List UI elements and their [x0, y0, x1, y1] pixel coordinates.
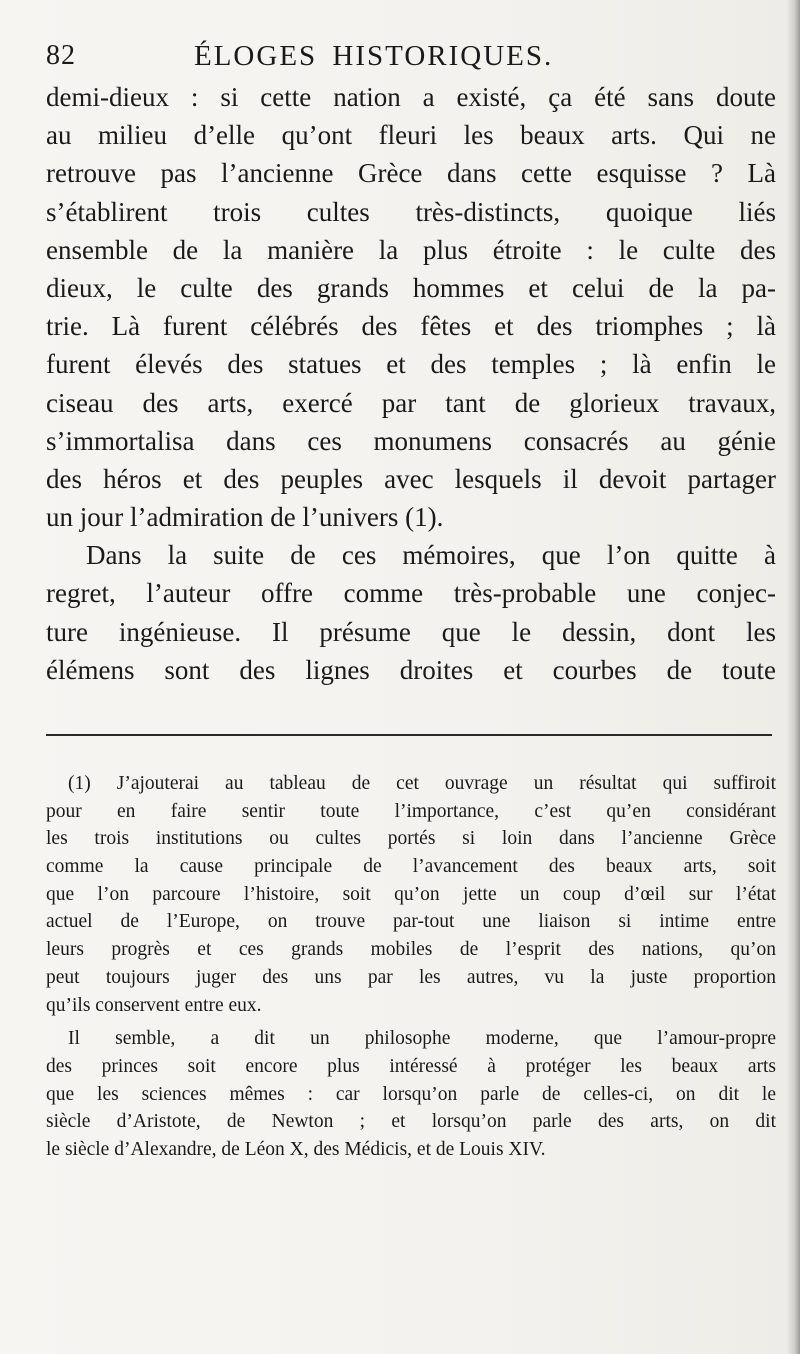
text-line: trie. Là furent célébrés des fêtes et des triomphes ; là [46, 311, 776, 342]
text-line: ture ingénieuse. Il présume que le dessin, dont les [46, 616, 776, 647]
footnote-line: qu’ils conservent entre eux. [46, 994, 262, 1016]
running-title: ÉLOGES HISTORIQUES. [194, 40, 554, 72]
footnote-line: le siècle d’Alexandre, de Léon X, des Médicis, et de Louis XIV. [46, 1138, 546, 1160]
footnote-line: Il semble, a dit un philosophe moderne, que l’amour-propre [68, 1028, 776, 1050]
text-line: élémens sont des lignes droites et courbes de toute [46, 654, 776, 685]
page-edge-shadow [786, 0, 800, 1354]
footnote-line: actuel de l’Europe, on trouve par-tout une liaison si intime entre [46, 911, 776, 933]
footnote-line: (1) J’ajouterai au tableau de cet ouvrage un résultat qui suffiroit [68, 773, 776, 794]
footnote-line: leurs progrès et ces grands mobiles de l’esprit des nations, qu’on [46, 939, 776, 961]
footnote-line: que l’on parcoure l’histoire, soit qu’on jette un coup d’œil sur l’état [46, 883, 776, 905]
footnote-line: comme la cause principale de l’avancement des beaux arts, soit [46, 856, 776, 878]
text-line: furent élevés des statues et des temples ; là enfin le [46, 349, 776, 380]
text-line: ciseau des arts, exercé par tant de glorieux travaux, [46, 387, 776, 418]
footnote-line: peut toujours juger des uns par les autres, vu la juste proportion [46, 966, 776, 988]
text-line: retrouve pas l’ancienne Grèce dans cette esquisse ? Là [46, 158, 776, 189]
footnote-line: que les sciences mêmes : car lorsqu’on parle de celles-ci, on dit le [46, 1083, 776, 1105]
text-line: s’immortalisa dans ces monumens consacrés au génie [46, 425, 776, 456]
page-header [46, 36, 776, 76]
text-line: au milieu d’elle qu’ont fleuri les beaux arts. Qui ne [46, 120, 776, 151]
footnote-separator [46, 734, 772, 736]
footnotes [46, 770, 776, 1164]
text-line: s’établirent trois cultes très-distincts, quoique liés [46, 196, 776, 227]
text-line: Dans la suite de ces mémoires, que l’on quitte à [86, 540, 776, 571]
footnote-line: les trois institutions ou cultes portés si loin dans l’ancienne Grèce [46, 828, 776, 850]
text-line: un jour l’admiration de l’univers (1). [46, 502, 444, 533]
text-line: ensemble de la manière la plus étroite : le culte des [46, 234, 776, 265]
text-line: regret, l’auteur offre comme très-probable une conjec- [46, 578, 776, 609]
footnote-line: des princes soit encore plus intéressé à protéger les beaux arts [46, 1055, 776, 1077]
footnote-line: pour en faire sentir toute l’importance, c’est qu’en considérant [46, 800, 776, 822]
page-number: 82 [46, 40, 76, 71]
text-line: dieux, le culte des grands hommes et celui de la pa- [46, 272, 776, 303]
footnote-line: siècle d’Aristote, de Newton ; et lorsqu’on parle des arts, on dit [46, 1111, 776, 1133]
text-line: demi-dieux : si cette nation a existé, ça été sans doute [46, 82, 776, 112]
main-text [46, 78, 776, 689]
text-line: des héros et des peuples avec lesquels il devoit partager [46, 463, 776, 494]
